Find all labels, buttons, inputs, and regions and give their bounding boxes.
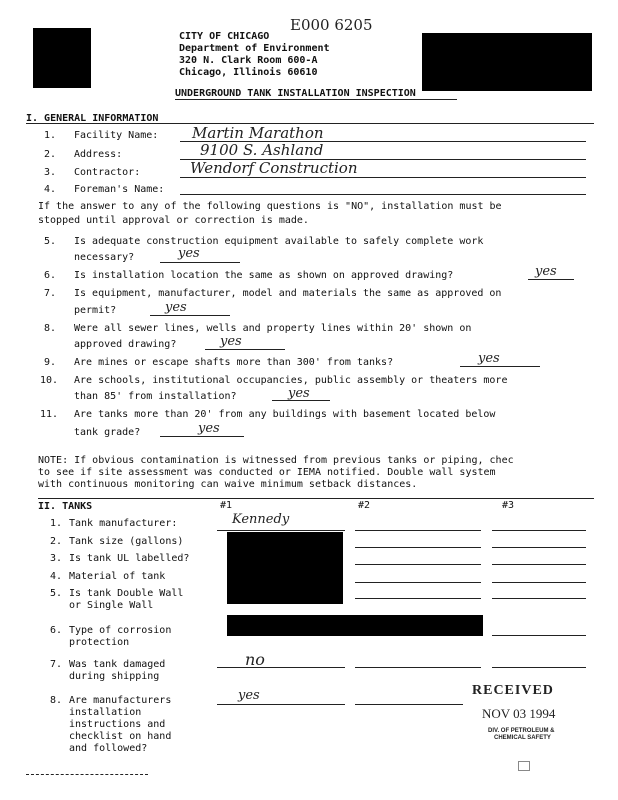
- field-num-1: 1.: [44, 130, 57, 141]
- section2-rule: [38, 498, 594, 499]
- tank-item-label-1: Tank manufacturer:: [69, 518, 178, 529]
- received-stamp-division-1: DIV. OF PETROLEUM &: [488, 728, 555, 734]
- tank-col-1: #1: [220, 500, 233, 511]
- contractor-line: [180, 177, 586, 178]
- question-7-line: [150, 315, 230, 316]
- question-5-line1: Is adequate construction equipment available to safely complete work: [74, 236, 484, 247]
- note-line-2: to see if site assessment was conducted or IEMA notified. Double wall system: [38, 467, 496, 478]
- section1-title: I. GENERAL INFORMATION: [26, 113, 159, 124]
- contractor-value[interactable]: Wendorf Construction: [190, 159, 358, 177]
- received-stamp-date: NOV 03 1994: [482, 706, 556, 721]
- facility-name-label: Facility Name:: [74, 130, 159, 141]
- tank-item-label-8: Are manufacturers: [69, 695, 172, 706]
- tank-item-label-7b: during shipping: [69, 671, 160, 682]
- tank-item-num-1: 1.: [50, 518, 63, 529]
- received-stamp-title: RECEIVED: [472, 683, 554, 698]
- tank2-row8-line: [355, 704, 463, 705]
- question-5-line: [160, 262, 240, 263]
- question-11-line: [160, 436, 244, 437]
- tank1-instructions-value[interactable]: yes: [238, 688, 260, 703]
- tank3-row4-line: [492, 582, 586, 583]
- tank3-row3-line: [492, 564, 586, 565]
- question-8-line2: approved drawing?: [74, 339, 177, 350]
- facility-name-value[interactable]: Martin Marathon: [192, 124, 324, 142]
- field-num-2: 2.: [44, 149, 57, 160]
- question-num-8: 8.: [44, 323, 57, 334]
- tank1-manufacturer-value[interactable]: Kennedy: [232, 512, 290, 527]
- question-9-line: [460, 366, 540, 367]
- question-11-line1: Are tanks more than 20' from any buildings with basement located below: [74, 409, 496, 420]
- header-city: CITY OF CHICAGO: [179, 31, 270, 42]
- redaction-corrosion-row: [227, 615, 483, 636]
- tank1-row1-line: [217, 530, 345, 531]
- question-10-line1: Are schools, institutional occupancies, public assembly or theaters more: [74, 375, 508, 386]
- tank-col-3: #3: [502, 500, 515, 511]
- tank1-damaged-value[interactable]: no: [245, 650, 265, 669]
- tank-item-label-8c: instructions and: [69, 719, 166, 730]
- tank1-row8-line: [217, 704, 345, 705]
- question-10-answer[interactable]: yes: [288, 386, 310, 401]
- tank-item-num-8: 8.: [50, 695, 63, 706]
- question-7-line2: permit?: [74, 305, 117, 316]
- question-5-answer[interactable]: yes: [178, 246, 200, 261]
- section2-title: II. TANKS: [38, 501, 93, 512]
- question-8-line: [205, 349, 285, 350]
- tank3-row1-line: [492, 530, 586, 531]
- tank-item-label-6: Type of corrosion: [69, 625, 172, 636]
- question-6-line1: Is installation location the same as shown on approved drawing?: [74, 270, 454, 281]
- foreman-line: [180, 194, 586, 195]
- question-num-10: 10.: [40, 375, 59, 386]
- question-7-answer[interactable]: yes: [165, 300, 187, 315]
- redaction-box-top-left: [33, 28, 91, 88]
- note-line-3: with continuous monitoring can waive minimum setback distances.: [38, 479, 418, 490]
- tank-item-label-8d: checklist on hand: [69, 731, 172, 742]
- question-num-9: 9.: [44, 357, 57, 368]
- question-11-answer[interactable]: yes: [198, 421, 220, 436]
- tank2-row4-line: [355, 582, 481, 583]
- instruction-line-2: stopped until approval or correction is made.: [38, 215, 309, 226]
- tank2-row1-line: [355, 530, 481, 531]
- tank-item-label-3: Is tank UL labelled?: [69, 553, 190, 564]
- tank-item-num-4: 4.: [50, 571, 63, 582]
- received-stamp-division-2: CHEMICAL SAFETY: [494, 735, 551, 741]
- header-department: Department of Environment: [179, 43, 330, 54]
- tank-item-label-2: Tank size (gallons): [69, 536, 184, 547]
- tank3-row2-line: [492, 547, 586, 548]
- note-line-1: NOTE: If obvious contamination is witnessed from previous tanks or piping, chec: [38, 455, 514, 466]
- tank-item-num-7: 7.: [50, 659, 63, 670]
- tank-item-label-6b: protection: [69, 637, 130, 648]
- tank-item-label-8e: and followed?: [69, 743, 148, 754]
- tank3-row6-line: [492, 635, 586, 636]
- question-num-7: 7.: [44, 288, 57, 299]
- tank1-row7-line: [217, 667, 345, 668]
- tank2-row3-line: [355, 564, 481, 565]
- handwritten-file-number: E000 6205: [290, 16, 373, 34]
- field-num-4: 4.: [44, 184, 57, 195]
- question-10-line2: than 85' from installation?: [74, 391, 237, 402]
- tank-item-label-5b: or Single Wall: [69, 600, 154, 611]
- tank2-row5-line: [355, 598, 481, 599]
- question-num-6: 6.: [44, 270, 57, 281]
- question-num-5: 5.: [44, 236, 57, 247]
- title-underline: [175, 99, 457, 100]
- address-value[interactable]: 9100 S. Ashland: [200, 141, 324, 159]
- question-8-line1: Were all sewer lines, wells and property lines within 20' shown on: [74, 323, 472, 334]
- question-9-line1: Are mines or escape shafts more than 300' from tanks?: [74, 357, 394, 368]
- redaction-tank1-rows: [227, 532, 343, 604]
- question-6-answer[interactable]: yes: [535, 264, 557, 279]
- header-street: 320 N. Clark Room 600-A: [179, 55, 318, 66]
- redaction-box-top-right: [422, 33, 592, 91]
- instruction-line-1: If the answer to any of the following questions is "NO", installation must be: [38, 201, 502, 212]
- tank2-row2-line: [355, 547, 481, 548]
- question-10-line: [272, 400, 330, 401]
- header-city-state: Chicago, Illinois 60610: [179, 67, 318, 78]
- address-label: Address:: [74, 149, 123, 160]
- tank-item-label-7: Was tank damaged: [69, 659, 166, 670]
- tank-item-label-5: Is tank Double Wall: [69, 588, 184, 599]
- tank2-row7-line: [355, 667, 481, 668]
- tank3-row7-line: [492, 667, 586, 668]
- contractor-label: Contractor:: [74, 167, 141, 178]
- question-9-answer[interactable]: yes: [478, 351, 500, 366]
- foreman-label: Foreman's Name:: [74, 184, 165, 195]
- question-6-line: [528, 279, 574, 280]
- page-mark: [518, 761, 530, 771]
- tank-item-label-8b: installation: [69, 707, 142, 718]
- question-5-line2: necessary?: [74, 252, 135, 263]
- tank-item-num-6: 6.: [50, 625, 63, 636]
- question-num-11: 11.: [40, 409, 59, 420]
- form-title: UNDERGROUND TANK INSTALLATION INSPECTION: [175, 88, 416, 99]
- question-7-line1: Is equipment, manufacturer, model and materials the same as approved on: [74, 288, 502, 299]
- tank3-row5-line: [492, 598, 586, 599]
- signature-line: [26, 774, 148, 775]
- tank-item-num-3: 3.: [50, 553, 63, 564]
- tank-item-label-4: Material of tank: [69, 571, 166, 582]
- question-8-answer[interactable]: yes: [220, 334, 242, 349]
- tank-col-2: #2: [358, 500, 371, 511]
- question-11-line2: tank grade?: [74, 427, 141, 438]
- tank-item-num-5: 5.: [50, 588, 63, 599]
- tank-item-num-2: 2.: [50, 536, 63, 547]
- field-num-3: 3.: [44, 167, 57, 178]
